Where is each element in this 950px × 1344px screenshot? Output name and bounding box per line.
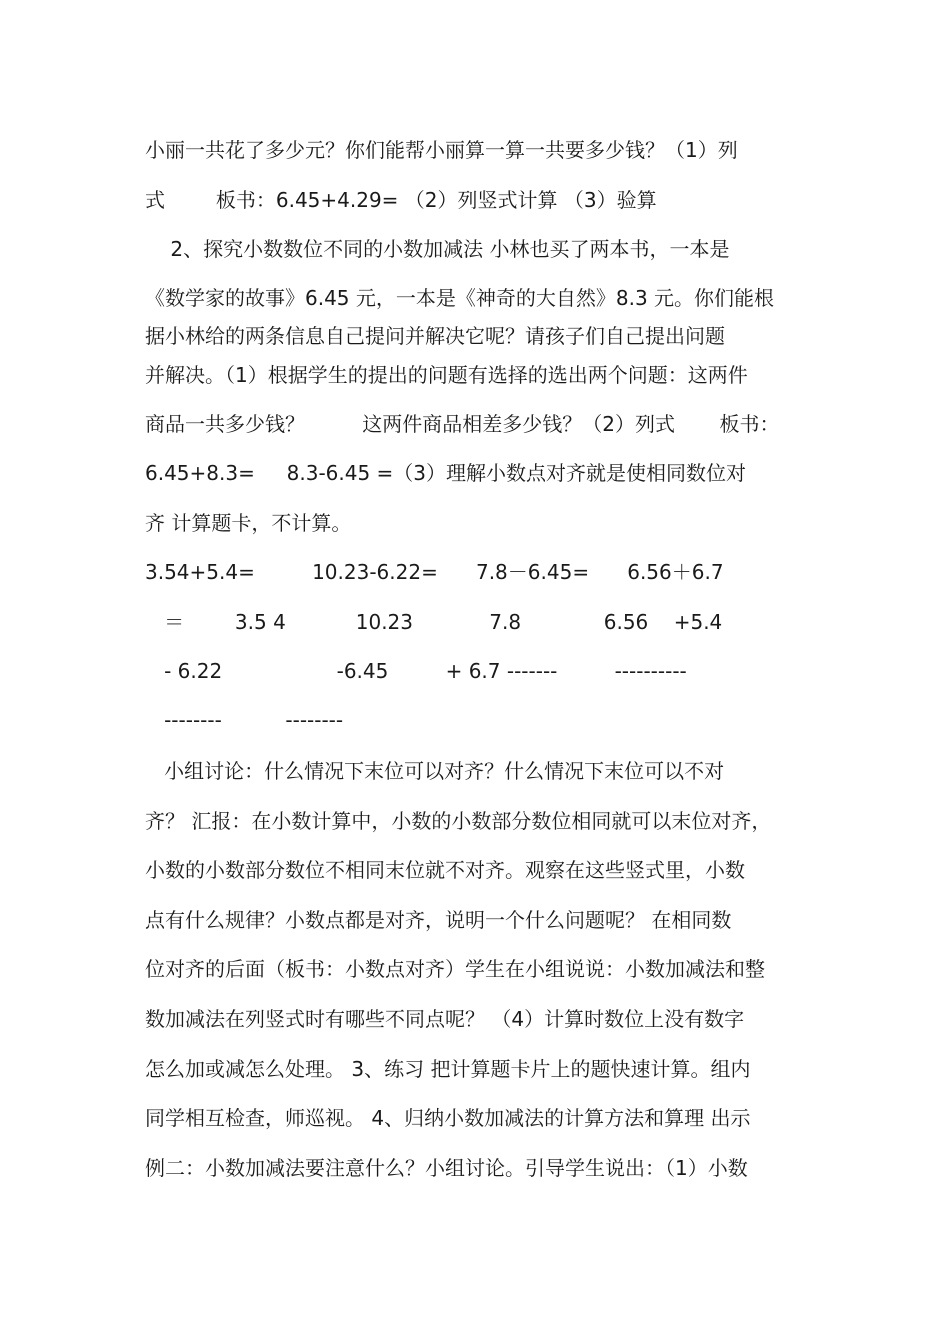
text-line-14: 位对齐的后面（板书：小数点对齐）学生在小组说说：小数加减法和整 bbox=[145, 957, 765, 981]
calc-row-3: - 6.22 -6.45 + 6.7 ------- ---------- bbox=[145, 659, 687, 683]
text-line-9: 齐 计算题卡，不计算。 bbox=[145, 511, 352, 535]
text-line-6: 并解决。（1）根据学生的提出的问题有选择的选出两个问题：这两件 bbox=[145, 363, 748, 387]
text-line-7: 商品一共多少钱？ 这两件商品相差多少钱？（2）列式 板书： bbox=[145, 412, 780, 436]
calc-row-2: ＝ 3.5 4 10.23 7.8 6.56 +5.4 bbox=[145, 610, 723, 634]
text-line-12: 小数的小数部分数位不相同末位就不对齐。观察在这些竖式里，小数 bbox=[145, 858, 745, 882]
text-line-18: 例二：小数加减法要注意什么？小组讨论。引导学生说出：（1）小数 bbox=[145, 1156, 748, 1180]
text-line-1: 小丽一共花了多少元？你们能帮小丽算一算一共要多少钱？（1）列 bbox=[145, 138, 738, 162]
calc-row-4: -------- -------- bbox=[145, 708, 344, 732]
text-line-16: 怎么加或减怎么处理。 3、练习 把计算题卡片上的题快速计算。组内 bbox=[145, 1057, 751, 1081]
text-line-2: 式 板书：6.45+4.29= （2）列竖式计算 （3）验算 bbox=[145, 188, 657, 212]
text-line-13: 点有什么规律？小数点都是对齐，说明一个什么问题呢？ 在相同数 bbox=[145, 908, 732, 932]
text-line-15: 数加减法在列竖式时有哪些不同点呢？ （4）计算时数位上没有数字 bbox=[145, 1007, 745, 1031]
text-line-17: 同学相互检查，师巡视。 4、归纳小数加减法的计算方法和算理 出示 bbox=[145, 1106, 751, 1130]
text-line-10: 小组讨论：什么情况下末位可以对齐？什么情况下末位可以不对 bbox=[145, 759, 725, 783]
text-line-5: 据小林给的两条信息自己提问并解决它呢？请孩子们自己提出问题 bbox=[145, 324, 725, 348]
text-line-4: 《数学家的故事》6.45 元，一本是《神奇的大自然》8.3 元。你们能根 bbox=[145, 286, 775, 310]
calc-row-1: 3.54+5.4= 10.23-6.22= 7.8－6.45= 6.56＋6.7 bbox=[145, 560, 724, 584]
text-line-3: 2、探究小数数位不同的小数加减法 小林也买了两本书，一本是 bbox=[145, 237, 730, 261]
text-line-8: 6.45+8.3= 8.3-6.45 =（3）理解小数点对齐就是使相同数位对 bbox=[145, 461, 747, 485]
text-line-11: 齐？ 汇报：在小数计算中，小数的小数部分数位相同就可以末位对齐， bbox=[145, 809, 772, 833]
